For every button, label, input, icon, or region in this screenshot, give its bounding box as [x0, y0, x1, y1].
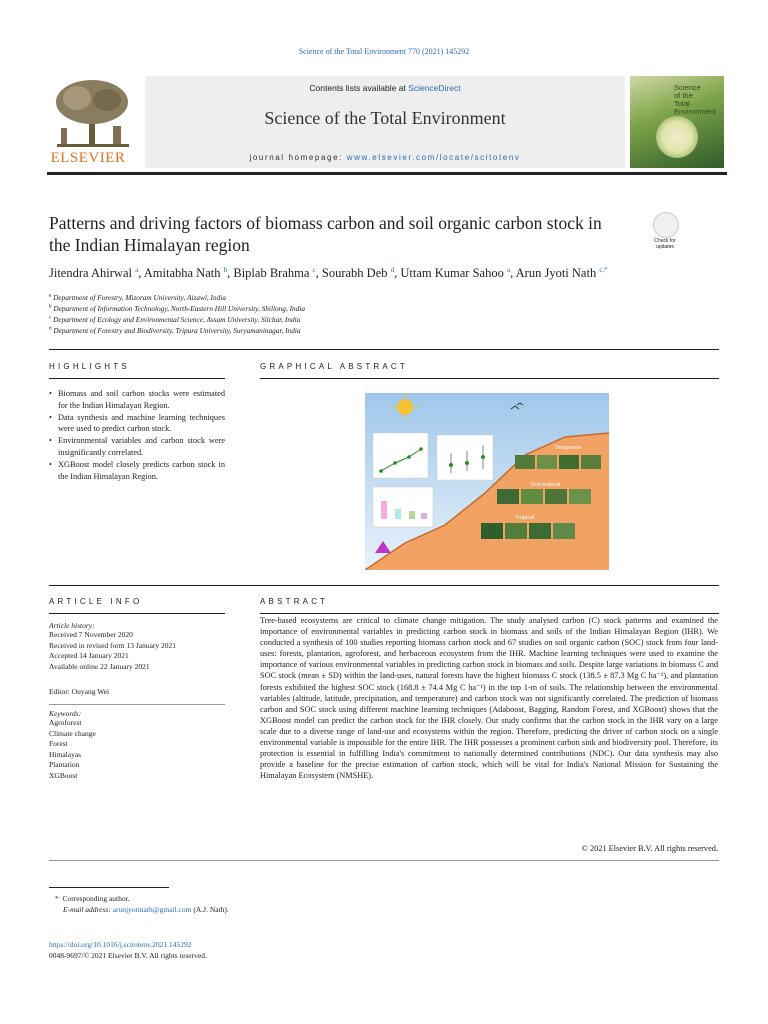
photo-tile [581, 455, 601, 469]
homepage-prefix: journal homepage: [249, 153, 347, 162]
inset-chart-2-point [481, 455, 485, 459]
keyword: Forest [49, 739, 68, 748]
inset-chart-2-point [465, 461, 469, 465]
sun-icon [397, 399, 413, 415]
email-link[interactable]: arunjyotinath@gmail.com [112, 905, 192, 914]
keywords-rule [49, 704, 225, 705]
photo-tile [537, 455, 557, 469]
graphical-abstract-heading: GRAPHICAL ABSTRACT [260, 362, 408, 371]
keyword: Himalayas [49, 749, 82, 759]
affiliation: $^b$ Department of Information Technology, North-Eastern Hill University, Shillong, India [49, 304, 305, 313]
photo-tile [515, 455, 535, 469]
keywords [49, 709, 229, 781]
header-divider [47, 172, 727, 175]
copyright: © 2021 Elsevier B.V. All rights reserved. [581, 844, 718, 853]
photo-tile [481, 523, 503, 539]
highlights-rule [49, 378, 225, 379]
inset-chart-3-box [409, 511, 415, 519]
article-info-rule [49, 613, 225, 614]
contents-line [145, 83, 625, 93]
publisher-logo-text: ELSEVIER [50, 150, 126, 166]
zone-label-temperate: Temperate [555, 445, 581, 451]
author-affil-marker[interactable]: a [135, 266, 139, 274]
photo-tile [545, 489, 567, 504]
check-updates-label: Check for updates [654, 238, 676, 250]
corresponding-text: Corresponding author. [62, 894, 130, 903]
author-list: Jitendra Ahirwal $^a$, Amitabha Nath $^b$, Biplab Brahma $^c$, Sourabh Deb $^d$, Uttam Kumar Sahoo $^a$, Arun Jyoti Nath $^{c,*}$ [49, 266, 608, 281]
affiliation: $^d$ Department of Forestry and Biodiversity, Tripura University, Suryamaninagar, India [49, 326, 301, 335]
author-name[interactable]: Biplab Brahma [233, 266, 310, 281]
inset-chart-2-point [449, 463, 453, 467]
journal-cover-image [630, 76, 724, 168]
article-history-label: Article history: [49, 621, 95, 630]
author-name[interactable]: Sourabh Deb [321, 266, 388, 281]
accepted-date: Accepted 14 January 2021 [49, 651, 129, 660]
zone-label-subtropical: Sub-tropical [531, 482, 561, 488]
section-divider [49, 860, 719, 861]
highlights-heading: HIGHLIGHTS [49, 362, 130, 371]
footnote-rule [49, 887, 169, 888]
author-name[interactable]: Jitendra Ahirwal [49, 266, 132, 281]
cover-globe [656, 116, 698, 158]
graphical-abstract-figure[interactable] [365, 393, 609, 570]
photo-tile [559, 455, 579, 469]
zone-label-tropical: Tropical [515, 515, 535, 521]
abstract-heading: ABSTRACT [260, 597, 329, 606]
graphical-abstract-rule [260, 378, 719, 379]
email-label: E-mail address: [63, 905, 113, 914]
contents-prefix: Contents lists available at [309, 83, 409, 93]
revised-date: Received in revised form 13 January 2021 [49, 640, 177, 650]
cover-title: Science of the Total Environment [674, 83, 717, 116]
sciencedirect-link[interactable]: ScienceDirect [408, 83, 461, 93]
author-affil-marker[interactable]: b [223, 266, 228, 274]
journal-homepage [145, 153, 625, 162]
inset-chart-3-box [381, 501, 387, 519]
homepage-link[interactable]: www.elsevier.com/locate/scitotenv [346, 153, 521, 162]
journal-title: Science of the Total Environment [264, 108, 506, 128]
highlights-list [49, 388, 225, 482]
keyword: Plantation [49, 760, 80, 769]
inset-chart-1-point [379, 469, 383, 473]
author-affil-marker[interactable]: c [312, 266, 316, 274]
author-name[interactable]: Amitabha Nath [143, 266, 221, 281]
affiliation: $^a$ Department of Forestry, Mizoram University, Aizawl, India [49, 293, 226, 302]
received-date: Received 7 November 2020 [49, 630, 133, 639]
section-divider [49, 585, 719, 586]
author-affil-marker[interactable]: c,* [599, 266, 608, 274]
corresponding-author-note [55, 894, 130, 903]
paper-title: Patterns and driving factors of biomass carbon and soil organic carbon stock in the Indian Himalayan region [49, 213, 602, 255]
photo-tile [521, 489, 543, 504]
inset-chart-1-point [407, 455, 411, 459]
inset-chart-1-point [393, 461, 397, 465]
email-note [63, 905, 229, 914]
check-updates-icon [653, 212, 679, 238]
issn-line: 0048-9697/© 2021 Elsevier B.V. All rights reserved. [49, 951, 207, 960]
editor: Editor: Ouyang Wei [49, 687, 110, 696]
inset-chart-1-point [419, 447, 423, 451]
keyword: Climate change [49, 728, 96, 738]
list-item: • Biomass and soil carbon stocks were estimated for the Indian Himalayan Region. [49, 388, 225, 412]
footnote-marker: * [55, 894, 59, 903]
article-history [49, 621, 229, 672]
section-divider [49, 349, 719, 350]
keywords-label: Keywords: [49, 709, 82, 718]
inset-chart-3-box [395, 509, 401, 519]
inset-chart-3-box [421, 513, 427, 519]
photo-tile [505, 523, 527, 539]
photo-tile [569, 489, 591, 504]
author-name[interactable]: Arun Jyoti Nath [515, 266, 597, 281]
photo-tile [529, 523, 551, 539]
author-name[interactable]: Uttam Kumar Sahoo [400, 266, 504, 281]
journal-reference[interactable]: Science of the Total Environment 770 (2021) 145292 [298, 47, 470, 56]
keyword: Agroforest [49, 718, 82, 727]
article-info-heading: ARTICLE INFO [49, 597, 143, 606]
email-suffix: (A.J. Nath). [191, 905, 229, 914]
list-item: • Environmental variables and carbon stock were insignificantly correlated. [49, 435, 225, 459]
abstract-rule [260, 613, 719, 614]
doi-link[interactable]: https://doi.org/10.1016/j.scitotenv.2021.145292 [49, 940, 192, 949]
photo-tile [497, 489, 519, 504]
list-item: • Data synthesis and machine learning techniques were used to predict carbon stock. [49, 412, 225, 436]
list-item: • XGBoost model closely predicts carbon stock in the Indian Himalayan Region. [49, 459, 225, 483]
keyword: XGBoost [49, 770, 78, 780]
author-affil-marker[interactable]: d [390, 266, 395, 274]
abstract-text: Tree-based ecosystems are critical to climate change mitigation. The study analysed carbon (C) stock patterns and examined the importance of environmental variables in predicting carbon stock in biomass and soils of the Indian Himalayan Region (IHR). We conducted a synthesis of 100 studies reporting biomass carbon stock and 67 studies on soil organic carbon (SOC) stock from four land-uses: forests, plantation, agroforest, and herbaceous ecosystem from the IHR. Machine learning techniques were used to examine the importance of various environmental variables in predicting carbon stock in biomass and soils. Despite large variations in biomass C and SOC stock (mean ± SD) within the land-uses, natural forests have the highest biomass C stock (138.5 ± 87.3 Mg C ha⁻¹), and plantation forests exhibited the highest SOC stock (168.8 ± 74.4 Mg C ha⁻¹) in the top 1-m of soils. The relationship between the environmental variables (altitude, latitude, precipitation, and temperature) and carbon stock was not significantly correlated. The prediction of biomass carbon and SOC stock using different machine learning techniques (Adaboost, Bagging, Random Forest, and XGBoost) shows that the XGBoost model can predict the carbon stock for the IHR closely. Our study confirms that the carbon stock in the IHR vary on a large scale due to a diverse range of land-use and ecosystems within the region. Therefore, predicting the driver of carbon stock on a single environmental variable is impossible for the entire IHR. The IHR possesses a prominent carbon sink and biodiversity pool. Therefore, its protection is essential in fulfilling India's commitment to nationally determined contributions (NDC). Our data synthesis may also provide a baseline for the precise estimation of carbon stock, which will be vital for India's National Mission for Sustaining the Himalayan Ecosystem (NMSHE). [260, 616, 718, 781]
photo-tile [553, 523, 575, 539]
author-affil-marker[interactable]: a [506, 266, 511, 274]
affiliation: $^c$ Department of Ecology and Environmental Science, Assam University, Silchar, India [49, 315, 301, 324]
online-date: Available online 22 January 2021 [49, 661, 150, 671]
check-for-updates-badge[interactable] [647, 212, 683, 254]
